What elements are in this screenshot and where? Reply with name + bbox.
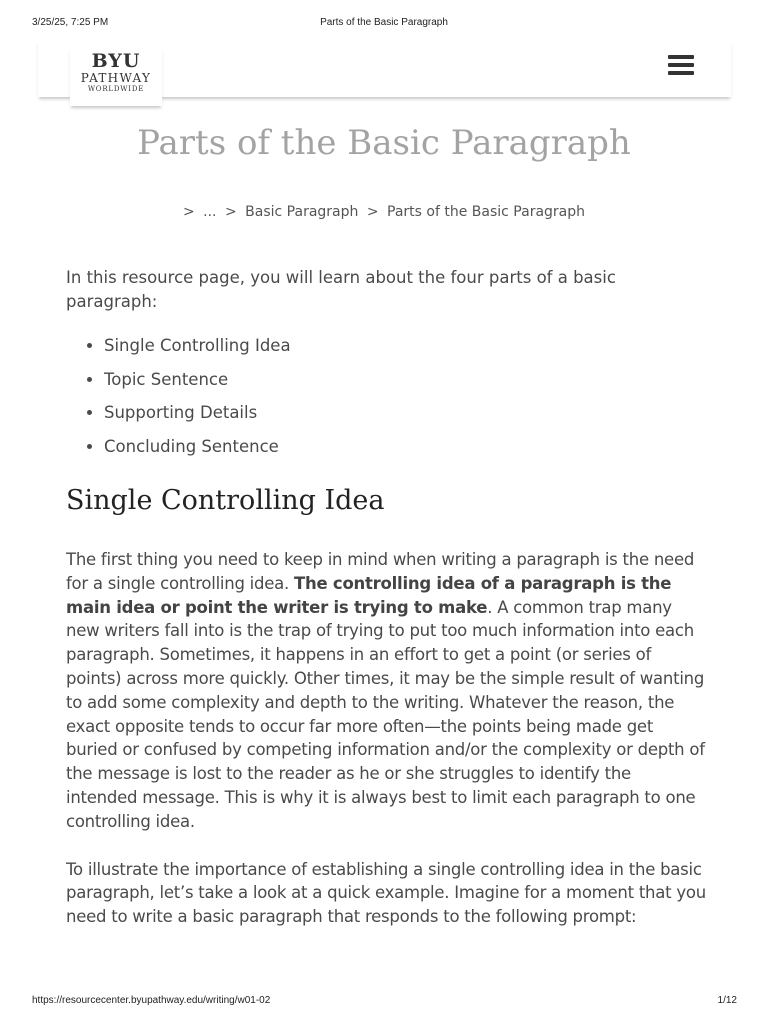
page-title: Parts of the Basic Paragraph	[137, 123, 631, 163]
breadcrumb-ellipsis[interactable]: ...	[203, 204, 217, 220]
list-item: • Topic Sentence	[104, 368, 706, 402]
paragraph-text: . A common trap many new writers fall into is the trap of trying to put too much information into each paragraph. Sometimes, it happens in an effort to get a point (or series of points) across more quickly. Other times, it may be the simple result of wanting to add some complexity and depth to the writing. Whatever the reason, the exact opposite tends to occur far more often—the points being made get buried or confused by competing information and/or the complexity or depth of the message is lost to the reader as he or she struggles to identify the intended message. This is why it is always best to limit each paragraph to one controlling idea.	[66, 597, 705, 831]
body-paragraph: To illustrate the importance of establishing a single controlling idea in the basic paragraph, let’s take a look at a quick example. Imagine for a moment that you need to write a basic paragraph that responds to the following prompt:	[66, 859, 706, 927]
logo-text-byu: BYU	[91, 50, 141, 72]
section-heading: Single Controlling Idea	[66, 485, 385, 516]
intro-text: In this resource page, you will learn about the four parts of a basic paragraph:	[66, 268, 616, 311]
list-item: • Single Controlling Idea	[104, 334, 706, 368]
list-item: • Supporting Details	[104, 401, 706, 435]
print-page-number: 1/12	[717, 995, 737, 1006]
print-header	[0, 17, 768, 31]
byu-pathway-logo[interactable]	[70, 46, 162, 106]
print-doc-title: Parts of the Basic Paragraph	[320, 17, 448, 28]
logo-text-worldwide: WORLDWIDE	[87, 85, 145, 93]
print-datetime: 3/25/25, 7:25 PM	[32, 17, 109, 28]
paragraph-text: The first thing you need to keep in mind when writing a paragraph is the need for a single controlling idea.	[66, 550, 695, 593]
breadcrumb-current: Parts of the Basic Paragraph	[387, 204, 586, 220]
breadcrumb-separator: >	[366, 204, 379, 220]
breadcrumb-link-basic-paragraph[interactable]: Basic Paragraph	[245, 204, 359, 220]
breadcrumb	[0, 204, 768, 220]
logo-text-pathway: PATHWAY	[80, 71, 152, 85]
hamburger-menu-icon[interactable]	[668, 55, 694, 77]
print-url: https://resourcecenter.byupathway.edu/writing/w01-02	[32, 995, 271, 1006]
breadcrumb-separator: >	[182, 204, 195, 220]
list-item: • Concluding Sentence	[104, 435, 706, 469]
breadcrumb-separator: >	[224, 204, 237, 220]
body-paragraph	[66, 548, 706, 834]
site-header	[38, 40, 731, 97]
paragraph-bold-text: The controlling idea of a paragraph is the main idea or point the writer is trying to make	[66, 573, 672, 617]
main-content	[66, 266, 706, 929]
parts-list	[66, 334, 706, 468]
